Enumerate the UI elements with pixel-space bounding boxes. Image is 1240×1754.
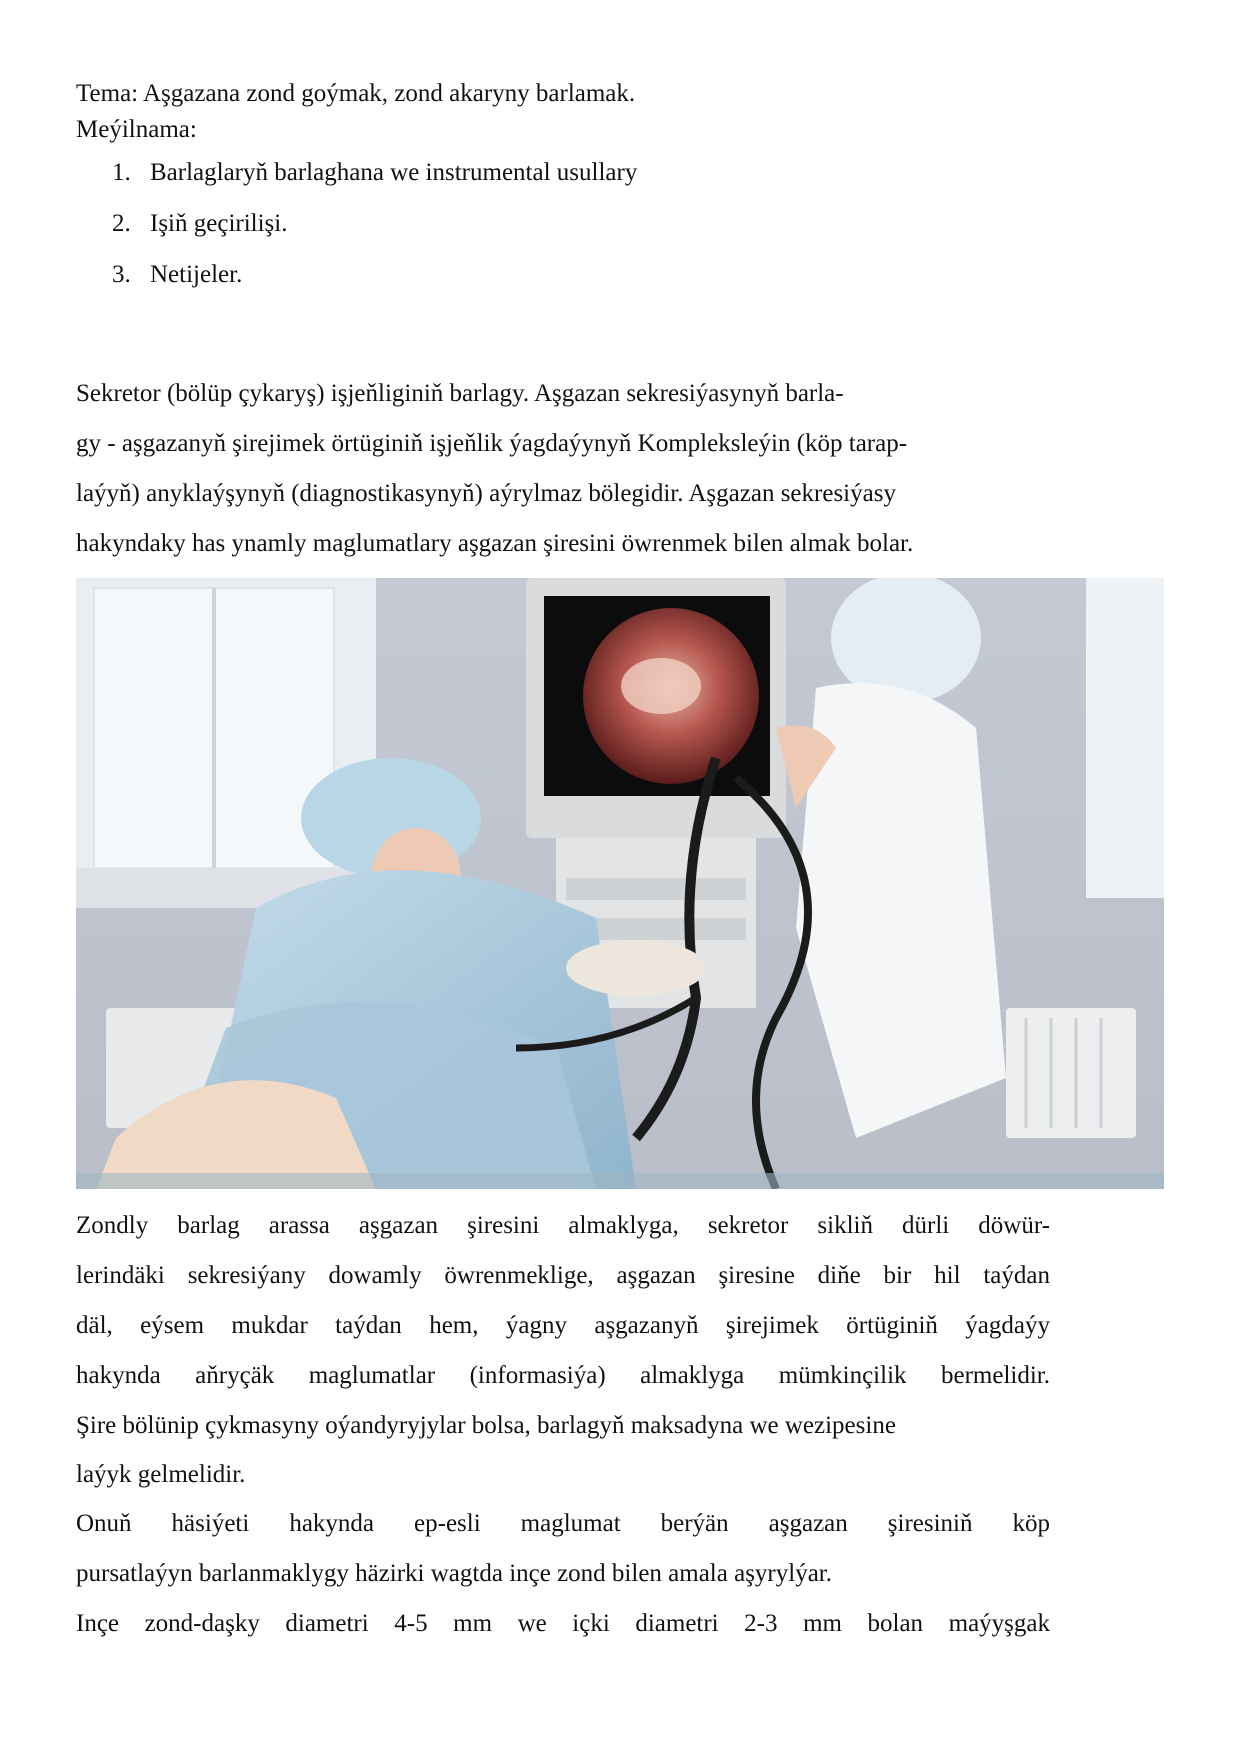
outline-title: Meýilnama: (76, 116, 197, 143)
paragraph-line: hakynda aňryçäk maglumatlar (informasiýa) almaklyga mümkinçilik bermelidir. (76, 1362, 1050, 1389)
paragraph-line: Inçe zond-daşky diametri 4-5 mm we içki diametri 2-3 mm bolan maýyşgak (76, 1610, 1050, 1637)
list-number: 1. (112, 159, 131, 186)
list-number: 2. (112, 210, 131, 237)
paragraph-line: laýyk gelmelidir. (76, 1461, 246, 1488)
paragraph-line: Zondly barlag arassa aşgazan şiresini almaklyga, sekretor sikliň dürli döwür- (76, 1212, 1050, 1239)
list-item-text: Işiň geçirilişi. (150, 210, 288, 237)
endoscopy-photo (76, 578, 1164, 1189)
topic-heading: Tema: Aşgazana zond goýmak, zond akaryny barlamak. (76, 80, 636, 107)
paragraph-line: Şire bölünip çykmasyny oýandyryjylar bolsa, barlagyň maksadyna we wezipesine (76, 1412, 896, 1439)
paragraph-line: pursatlaýyn barlanmaklygy häzirki wagtda inçe zond bilen amala aşyrylýar. (76, 1560, 832, 1587)
list-number: 3. (112, 261, 131, 288)
paragraph-line: Sekretor (bölüp çykaryş) işjeňliginiň barlagy. Aşgazan sekresiýasynyň barla- (76, 380, 844, 407)
paragraph-line: hakyndaky has ynamly maglumatlary aşgazan şiresini öwrenmek bilen almak bolar. (76, 530, 914, 557)
paragraph-line: lerindäki sekresiýany dowamly öwrenmeklige, aşgazan şiresine diňe bir hil taýdan (76, 1262, 1050, 1289)
paragraph-line: laýyň) anyklaýşynyň (diagnostikasynyň) aýrylmaz bölegidir. Aşgazan sekresiýasy (76, 480, 896, 507)
list-item-text: Barlaglaryň barlaghana we instrumental usullary (150, 159, 638, 186)
paragraph-line: gy - aşgazanyň şirejimek örtüginiň işjeňlik ýagdaýynyň Kompleksleýin (köp tarap- (76, 430, 908, 457)
paragraph-line: Onuň häsiýeti hakynda ep-esli maglumat berýän aşgazan şiresiniň köp (76, 1510, 1050, 1537)
list-item-text: Netijeler. (150, 261, 243, 288)
paragraph-line: däl, eýsem mukdar taýdan hem, ýagny aşgazanyň şirejimek örtüginiň ýagdaýy (76, 1312, 1050, 1339)
